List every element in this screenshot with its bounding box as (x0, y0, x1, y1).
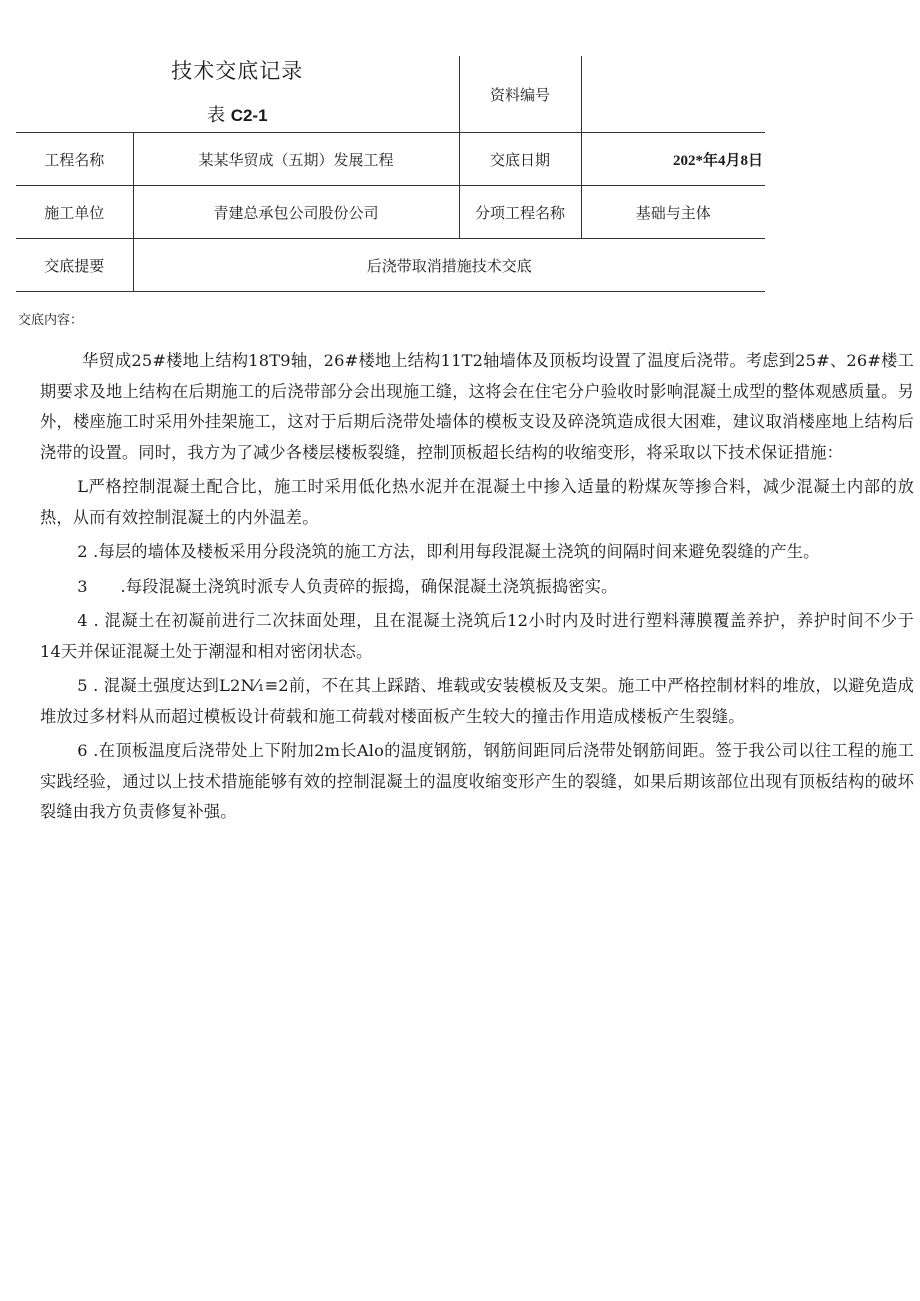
sub-project-label: 分项工程名称 (459, 186, 581, 239)
summary-label: 交底提要 (16, 239, 133, 292)
form-code: 表 C2-1 (206, 105, 268, 126)
content-body (40, 346, 914, 832)
content-paragraph: 3 .每段混凝土浇筑时派专人负责碎的振捣，确保混凝土浇筑振捣密实。 (77, 576, 618, 596)
content-paragraph: L严格控制混凝土配合比，施工时采用低化热水泥并在混凝土中掺入适量的粉煤灰等掺合料，减少混凝土内部的放热，从而有效控制混凝土的内外温差。 (40, 477, 914, 527)
content-label: 交底内容： (18, 313, 84, 328)
date-label: 交底日期 (459, 133, 581, 186)
content-paragraph: 2 .每层的墙体及楼板采用分段浇筑的施工方法，即利用每段混凝土浇筑的间隔时间来避免裂缝的产生。 (77, 542, 820, 561)
project-label: 工程名称 (16, 133, 133, 186)
content-paragraph: 6 .在顶板温度后浇带处上下附加2m长Alo的温度钢筋，钢筋间距同后浇带处钢筋间距。签于我公司以往工程的施工实践经验，通过以上技术措施能够有效的控制混凝土的温度收缩变形产生的裂缝，如果后期该部位出现有顶板结构的破坏裂缝由我方负责修复补强。 (40, 741, 914, 821)
date-value: 202*年4月8日 (581, 133, 765, 186)
content-paragraph: 华贸成25#楼地上结构18T9轴，26#楼地上结构11T2轴墙体及顶板均设置了温度后浇带。考虑到25#、26#楼工期要求及地上结构在后期施工的后浇带部分会出现施工缝，这将会在住宅分户验收时影响混凝土成型的整体观感质量。另外，楼座施工时采用外挂架施工，这对于后期后浇带处墙体的模板支设及碎浇筑造成很大困难，建议取消楼座地上结构后浇带的设置。同时，我方为了减少各楼层楼板裂缝，控制顶板超长结构的收缩变形，将采取以下技术保证措施： (40, 351, 914, 462)
sub-project-value: 基础与主体 (581, 186, 765, 239)
content-paragraph: 4 . 混凝土在初凝前进行二次抹面处理，且在混凝土浇筑后12小时内及时进行塑料薄膜覆盖养护，养护时间不少于14天并保证混凝土处于潮湿和相对密闭状态。 (40, 611, 914, 661)
doc-no-label: 资料编号 (459, 56, 581, 133)
page-title: 技术交底记录 (171, 59, 304, 83)
doc-no-value (581, 56, 765, 133)
content-paragraph: 5 . 混凝土强度达到L2N⁄₁≡2前，不在其上踩踏、堆载或安装模板及支架。施工中严格控制材料的堆放，以避免造成堆放过多材料从而超过模板设计荷载和施工荷载对楼面板产生较大的撞击作用造成楼板产生裂缝。 (40, 676, 914, 726)
unit-label: 施工单位 (16, 186, 133, 239)
record-header-table (16, 56, 765, 292)
title-cell (16, 56, 459, 133)
unit-value: 青建总承包公司股份公司 (133, 186, 459, 239)
summary-value: 后浇带取消措施技术交底 (133, 239, 765, 292)
project-value: 某某华贸成（五期）发展工程 (133, 133, 459, 186)
